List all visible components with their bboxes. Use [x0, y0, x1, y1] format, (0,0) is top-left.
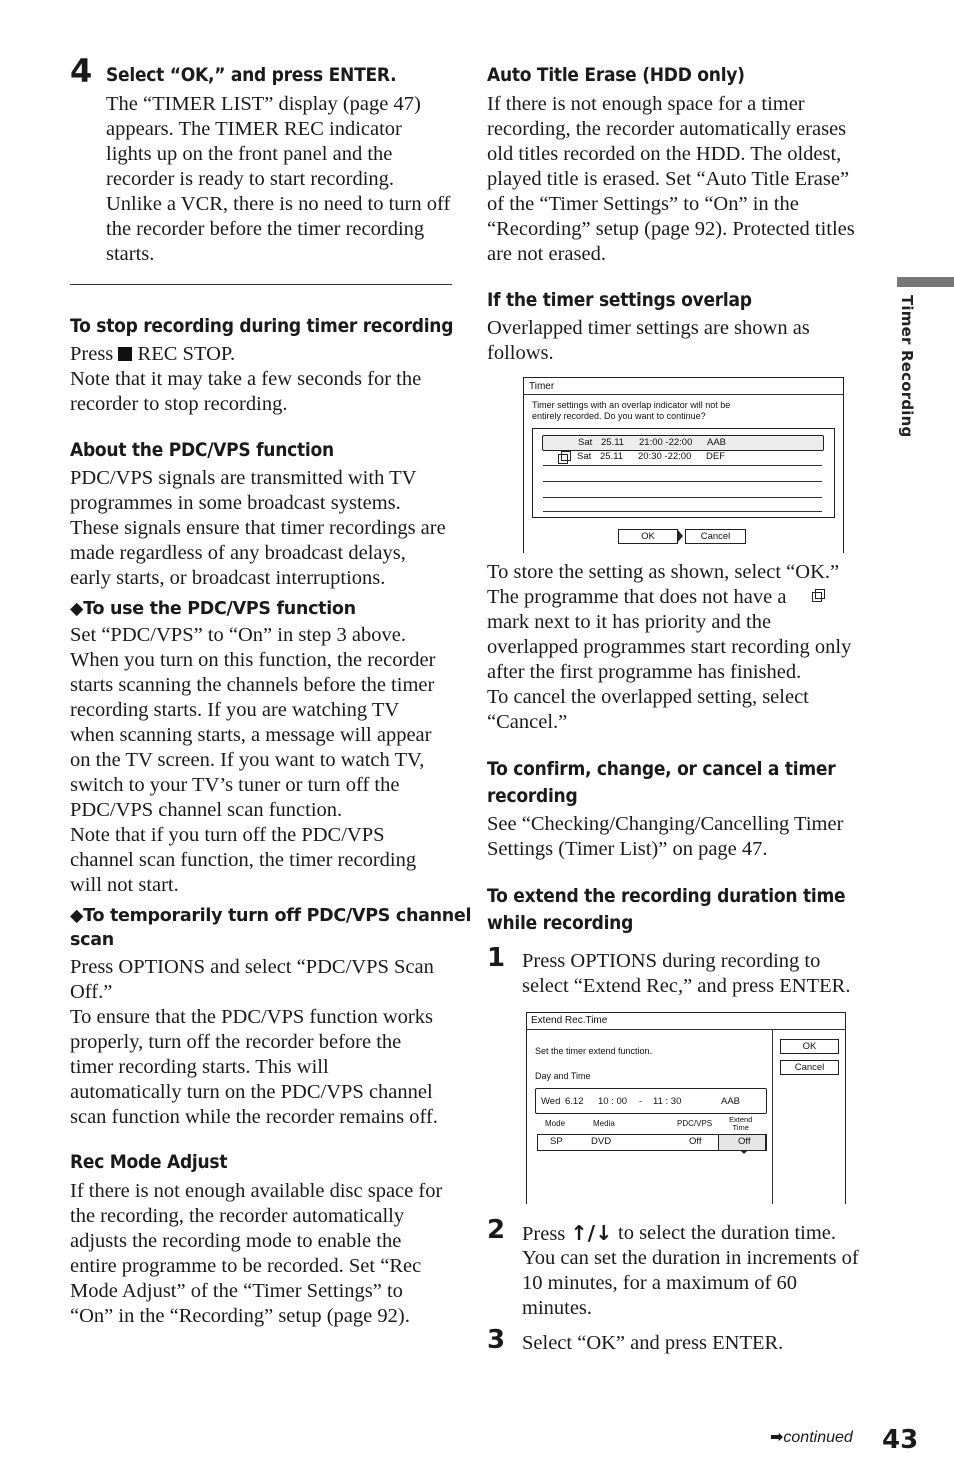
- col-pdc-vps: PDC/VPS: [677, 1119, 713, 1128]
- overlap-mark-inline-icon: [812, 589, 829, 606]
- timer-row-2-channel: DEF: [706, 451, 725, 462]
- col-media: Media: [593, 1119, 615, 1128]
- val-mode: SP: [550, 1136, 563, 1147]
- step-1-number: 1: [487, 943, 506, 973]
- val-extend-time: Off: [738, 1136, 751, 1147]
- timer-overlap-dialog: [523, 377, 844, 553]
- step-3-number: 3: [487, 1325, 506, 1355]
- timer-dialog-message: Timer settings with an overlap indicator will not be entirely recorded. Do you want to continue?: [532, 400, 731, 421]
- val-pdc-vps: Off: [689, 1136, 702, 1147]
- col-mode: Mode: [545, 1119, 566, 1128]
- step-2-number: 2: [487, 1215, 506, 1245]
- extend-start: 10 : 00: [598, 1096, 628, 1107]
- extend-rec-time-dialog: [526, 1012, 846, 1204]
- timer-cancel-button[interactable]: Cancel: [685, 529, 746, 544]
- side-tab-label: Timer Recording: [898, 295, 916, 438]
- extend-dialog-message: Set the timer extend function.: [535, 1046, 653, 1056]
- timer-row-line: [543, 481, 822, 482]
- timer-row-1-time: 21:00 -22:00: [639, 437, 693, 448]
- section-divider: [70, 284, 452, 285]
- stop-square-icon: [118, 347, 132, 361]
- day-time-box: [535, 1088, 767, 1114]
- col-extend-time: Extend Time: [729, 1115, 753, 1132]
- pdc-vps-heading: About the PDC/VPS function: [70, 439, 334, 461]
- page-number: 43: [882, 1425, 919, 1455]
- timer-ok-button[interactable]: OK: [618, 529, 678, 544]
- step-3-body: Select “OK” and press ENTER.: [522, 1332, 784, 1354]
- extend-ok-button[interactable]: OK: [780, 1039, 839, 1054]
- extend-dialog-title: Extend Rec.Time: [531, 1015, 608, 1026]
- extend-date: 6.12: [565, 1096, 584, 1107]
- extend-time-selector[interactable]: [718, 1134, 766, 1151]
- extend-end: 11 : 30: [653, 1096, 682, 1107]
- continued-arrow-icon: ➡: [770, 1427, 784, 1446]
- continued-indicator: ➡continued: [770, 1427, 853, 1446]
- store-body-1: To store the setting as shown, select “OK.” The programme that does not have a: [487, 561, 840, 608]
- timer-row-line: [543, 465, 822, 466]
- extend-down-arrow-icon: [740, 1150, 748, 1154]
- timer-list-box: [532, 428, 835, 518]
- temp-off-subheading: ◆To temporarily turn off PDC/VPS channel scan: [70, 906, 472, 950]
- timer-row-1-day: Sat: [578, 437, 593, 448]
- overlap-body: Overlapped timer settings are shown as follows.: [487, 317, 810, 364]
- extend-channel: AAB: [721, 1096, 741, 1107]
- stop-recording-note: Note that it may take a few seconds for the recorder to stop recording.: [70, 368, 422, 415]
- timer-row-line: [543, 511, 822, 512]
- rec-mode-adjust-body: If there is not enough available disc space for the recording, the recorder automatically adjusts the recording mode to enable the entire programme to be recorded. Set “Rec Mode Adjust” of the “Timer Settings” to “On” in the “Recording” setup (page 92).: [70, 1180, 443, 1327]
- overlap-indicator-icon: [558, 451, 570, 463]
- timer-title-divider: [524, 394, 843, 395]
- temp-off-body: Press OPTIONS and select “PDC/VPS Scan Off.” To ensure that the PDC/VPS function works properly, turn off the recorder before the timer recording starts. This will automatically turn on the PDC/VPS channel scan function while the recorder remains off.: [70, 956, 438, 1128]
- step-4-body: The “TIMER LIST” display (page 47) appears. The TIMER REC indicator lights up on the front panel and the recorder is ready to start recording. Unlike a VCR, there is no need to turn off the recorder before the timer recording starts.: [106, 93, 451, 265]
- confirm-body: See “Checking/Changing/Cancelling Timer Settings (Timer List)” on page 47.: [487, 813, 844, 860]
- auto-title-erase-body: If there is not enough space for a timer recording, the recorder automatically erases old titles recorded on the HDD. The oldest, played title is erased. Set “Auto Title Erase” of the “Timer Settings” to “On” in the “Recording” setup (page 92). Protected titles are not erased.: [487, 93, 855, 265]
- extend-side-divider: [772, 1030, 773, 1204]
- ok-arrow-icon: [677, 529, 683, 543]
- up-down-arrow-icon: ↑/↓: [570, 1221, 613, 1245]
- timer-row-2-day: Sat: [577, 451, 592, 462]
- extend-heading: To extend the recording duration time while recording: [487, 885, 846, 934]
- day-and-time-label: Day and Time: [535, 1071, 591, 1081]
- timer-dialog-title: Timer: [529, 381, 555, 392]
- timer-row-2-time: 20:30 -22:00: [638, 451, 692, 462]
- timer-row-2[interactable]: [542, 450, 822, 464]
- auto-title-erase-heading: Auto Title Erase (HDD only): [487, 64, 745, 86]
- step-2-body: to select the duration time. You can set the duration in increments of 10 minutes, for a maximum of 60 minutes.: [522, 1222, 859, 1319]
- rec-mode-adjust-heading: Rec Mode Adjust: [70, 1151, 228, 1173]
- store-body-2: mark next to it has priority and the overlapped programmes start recording only after the first programme has finished. To cancel the overlapped setting, select “Cancel.”: [487, 611, 852, 733]
- timer-row-1-date: 25.11: [601, 437, 625, 448]
- step-4-number: 4: [70, 52, 93, 90]
- extend-dash: -: [639, 1096, 643, 1107]
- timer-row-selected[interactable]: [542, 435, 824, 451]
- pdc-vps-body: PDC/VPS signals are transmitted with TV programmes in some broadcast systems. These signals ensure that timer recordings are made regardless of any broadcast delays, early starts, or broadcast interruptions.: [70, 467, 446, 589]
- step-4-title: Select “OK,” and press ENTER.: [106, 64, 397, 86]
- timer-row-2-date: 25.11: [600, 451, 624, 462]
- step-1-body: Press OPTIONS during recording to select “Extend Rec,” and press ENTER.: [522, 950, 851, 997]
- confirm-heading: To confirm, change, or cancel a timer recording: [487, 758, 836, 807]
- timer-row-line: [543, 497, 822, 498]
- side-tab-band: [897, 277, 954, 287]
- extend-title-divider: [527, 1029, 845, 1030]
- stop-recording-press-line: Press REC STOP.: [70, 343, 236, 365]
- timer-row-1-channel: AAB: [707, 437, 727, 448]
- extend-day: Wed: [541, 1096, 561, 1107]
- extend-cancel-button[interactable]: Cancel: [780, 1060, 839, 1075]
- val-media: DVD: [591, 1136, 612, 1147]
- settings-row-box: [537, 1134, 767, 1151]
- stop-recording-heading: To stop recording during timer recording: [70, 315, 454, 337]
- overlap-heading: If the timer settings overlap: [487, 289, 752, 311]
- step-2-press-line: Press ↑/↓: [522, 1221, 613, 1245]
- use-pdc-subheading: ◆To use the PDC/VPS function: [70, 599, 356, 619]
- use-pdc-body: Set “PDC/VPS” to “On” in step 3 above. When you turn on this function, the recorder starts scanning the channels before the timer recording starts. If you are watching TV when scanning starts, a message will appear on the TV screen. If you want to watch TV, switch to your TV’s tuner or turn off the PDC/VPS channel scan function. Note that if you turn off the PDC/VPS channel scan function, the timer recording will not start.: [70, 624, 436, 896]
